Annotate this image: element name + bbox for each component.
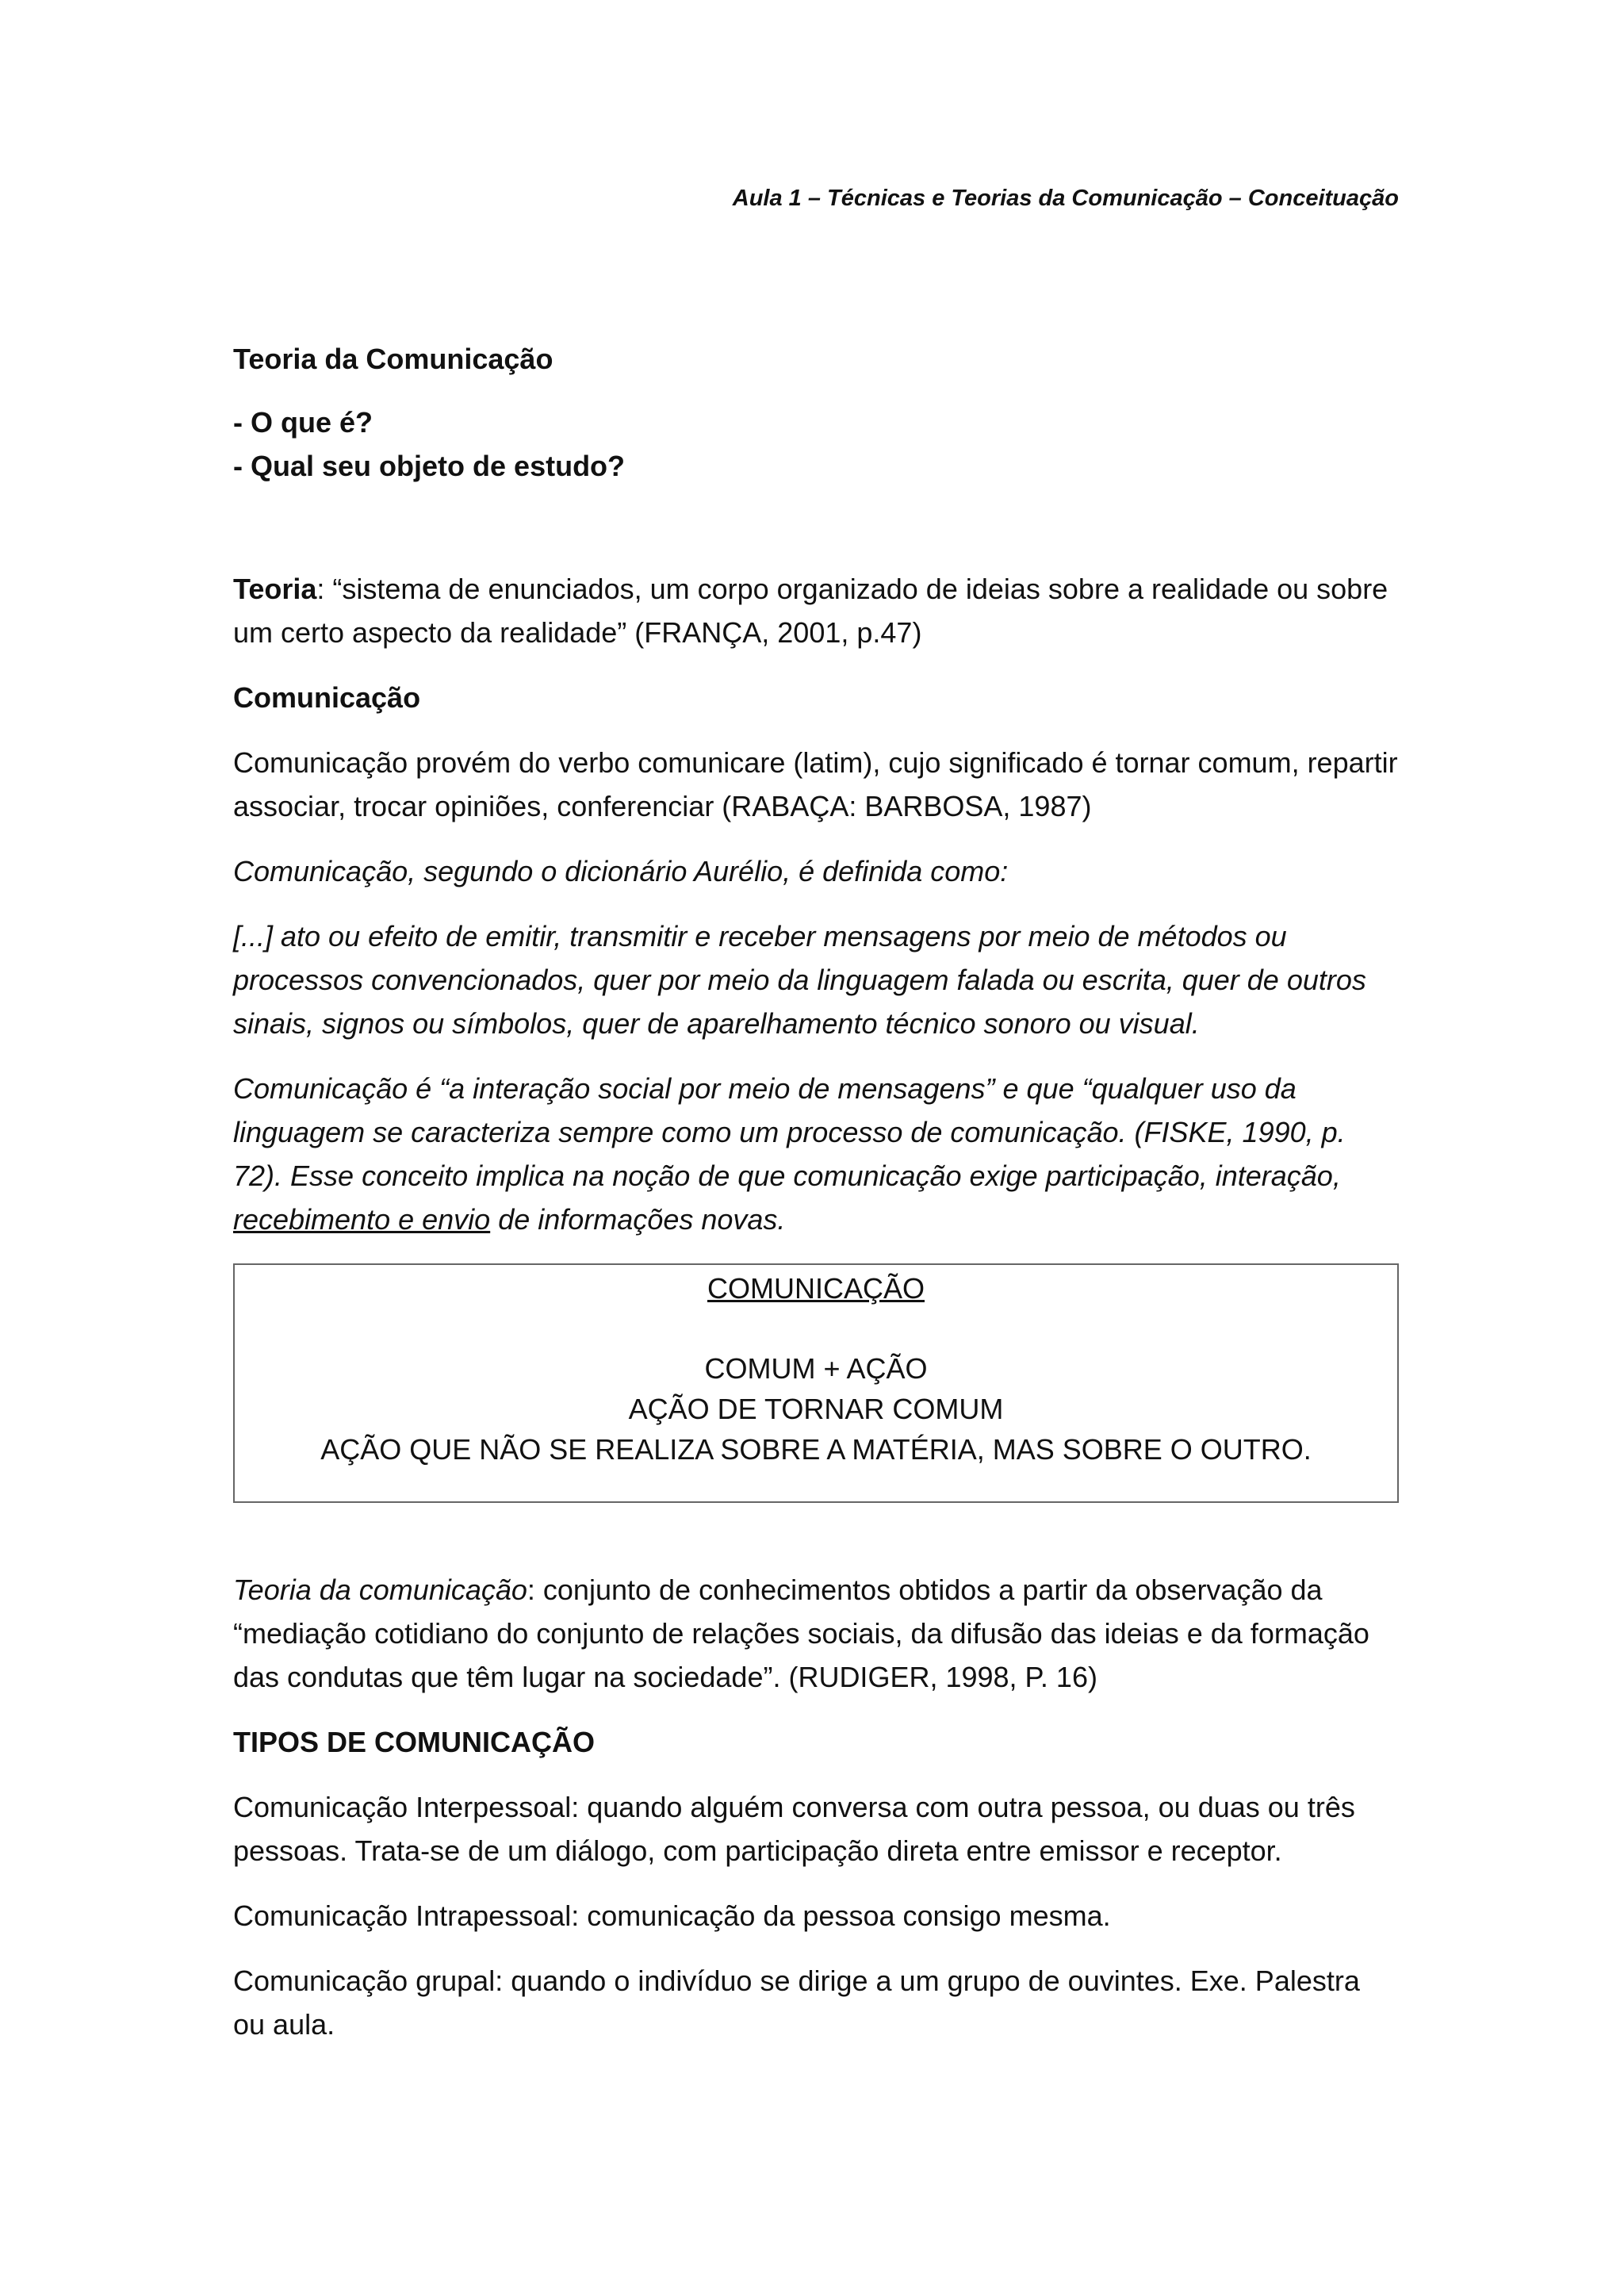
teoria-definition (233, 567, 1399, 654)
fiske-text-after: de informações novas. (490, 1203, 786, 1236)
comunicacao-box (233, 1263, 1399, 1503)
teoria-comunicacao-paragraph (233, 1568, 1399, 1699)
aurelio-quote: [...] ato ou efeito de emitir, transmitir e receber mensagens por meio de métodos ou processos convencionados, quer por meio da linguagem falada ou escrita, quer de outros sinais, signos ou símbolos, quer de aparelhamento técnico sonoro ou visual. (233, 920, 1366, 1040)
questions-list (233, 401, 1399, 488)
teoria-term: Teoria (233, 573, 317, 605)
fiske-underlined: recebimento e envio (233, 1203, 491, 1236)
fiske-text-before: Comunicação é “a interação social por meio de mensagens” e que “qualquer uso da linguagem se caracteriza sempre como um processo de comunicação. (FISKE, 1990, p. 72). Esse conceito implica na noção de que comunicação exige participação, interação, (233, 1072, 1346, 1192)
tipo-item: Comunicação Intrapessoal: comunicação da pessoa consigo mesma. (233, 1899, 1111, 1932)
tipo-item: Comunicação Interpessoal: quando alguém conversa com outra pessoa, ou duas ou três pessoas. Trata-se de um diálogo, com participação direta entre emissor e receptor. (233, 1791, 1355, 1867)
document-page (233, 182, 1399, 2046)
tipo-item: Comunicação grupal: quando o indivíduo se dirige a um grupo de ouvintes. Exe. Palestra ou aula. (233, 1964, 1360, 2041)
box-line: AÇÃO QUE NÃO SE REALIZA SOBRE A MATÉRIA, MAS SOBRE O OUTRO. (320, 1433, 1312, 1466)
box-line: AÇÃO DE TORNAR COMUM (628, 1393, 1004, 1425)
box-title: COMUNICAÇÃO (707, 1272, 925, 1305)
document-title: Teoria da Comunicação (233, 343, 553, 375)
fiske-paragraph (233, 1067, 1399, 1241)
etymology-paragraph: Comunicação provém do verbo comunicare (latim), cujo significado é tornar comum, repartir associar, trocar opiniões, conferenciar (RABAÇA: BARBOSA, 1987) (233, 746, 1398, 822)
teoria-comunicacao-term: Teoria da comunicação (233, 1573, 527, 1606)
teoria-comunicacao-text: : conjunto de conhecimentos obtidos a partir da observação da “mediação cotidiano do conjunto de relações sociais, da difusão das ideias e da formação das condutas que têm lugar na sociedade”. (RUDIGER, 1998, P. 16) (233, 1573, 1369, 1693)
teoria-text: : “sistema de enunciados, um corpo organizado de ideias sobre a realidade ou sobre um certo aspecto da realidade” (FRANÇA, 2001, p.47) (233, 573, 1388, 649)
page-header: Aula 1 – Técnicas e Teorias da Comunicação – Conceituação (732, 186, 1399, 211)
question-item: - Qual seu objeto de estudo? (233, 450, 626, 482)
box-line: COMUM + AÇÃO (704, 1352, 928, 1385)
box-spacer (235, 1309, 1397, 1348)
aurelio-intro: Comunicação, segundo o dicionário Aurélio, é definida como: (233, 855, 1009, 887)
tipos-heading: TIPOS DE COMUNICAÇÃO (233, 1726, 596, 1758)
question-item: - O que é? (233, 406, 373, 439)
comunicacao-heading: Comunicação (233, 681, 421, 714)
